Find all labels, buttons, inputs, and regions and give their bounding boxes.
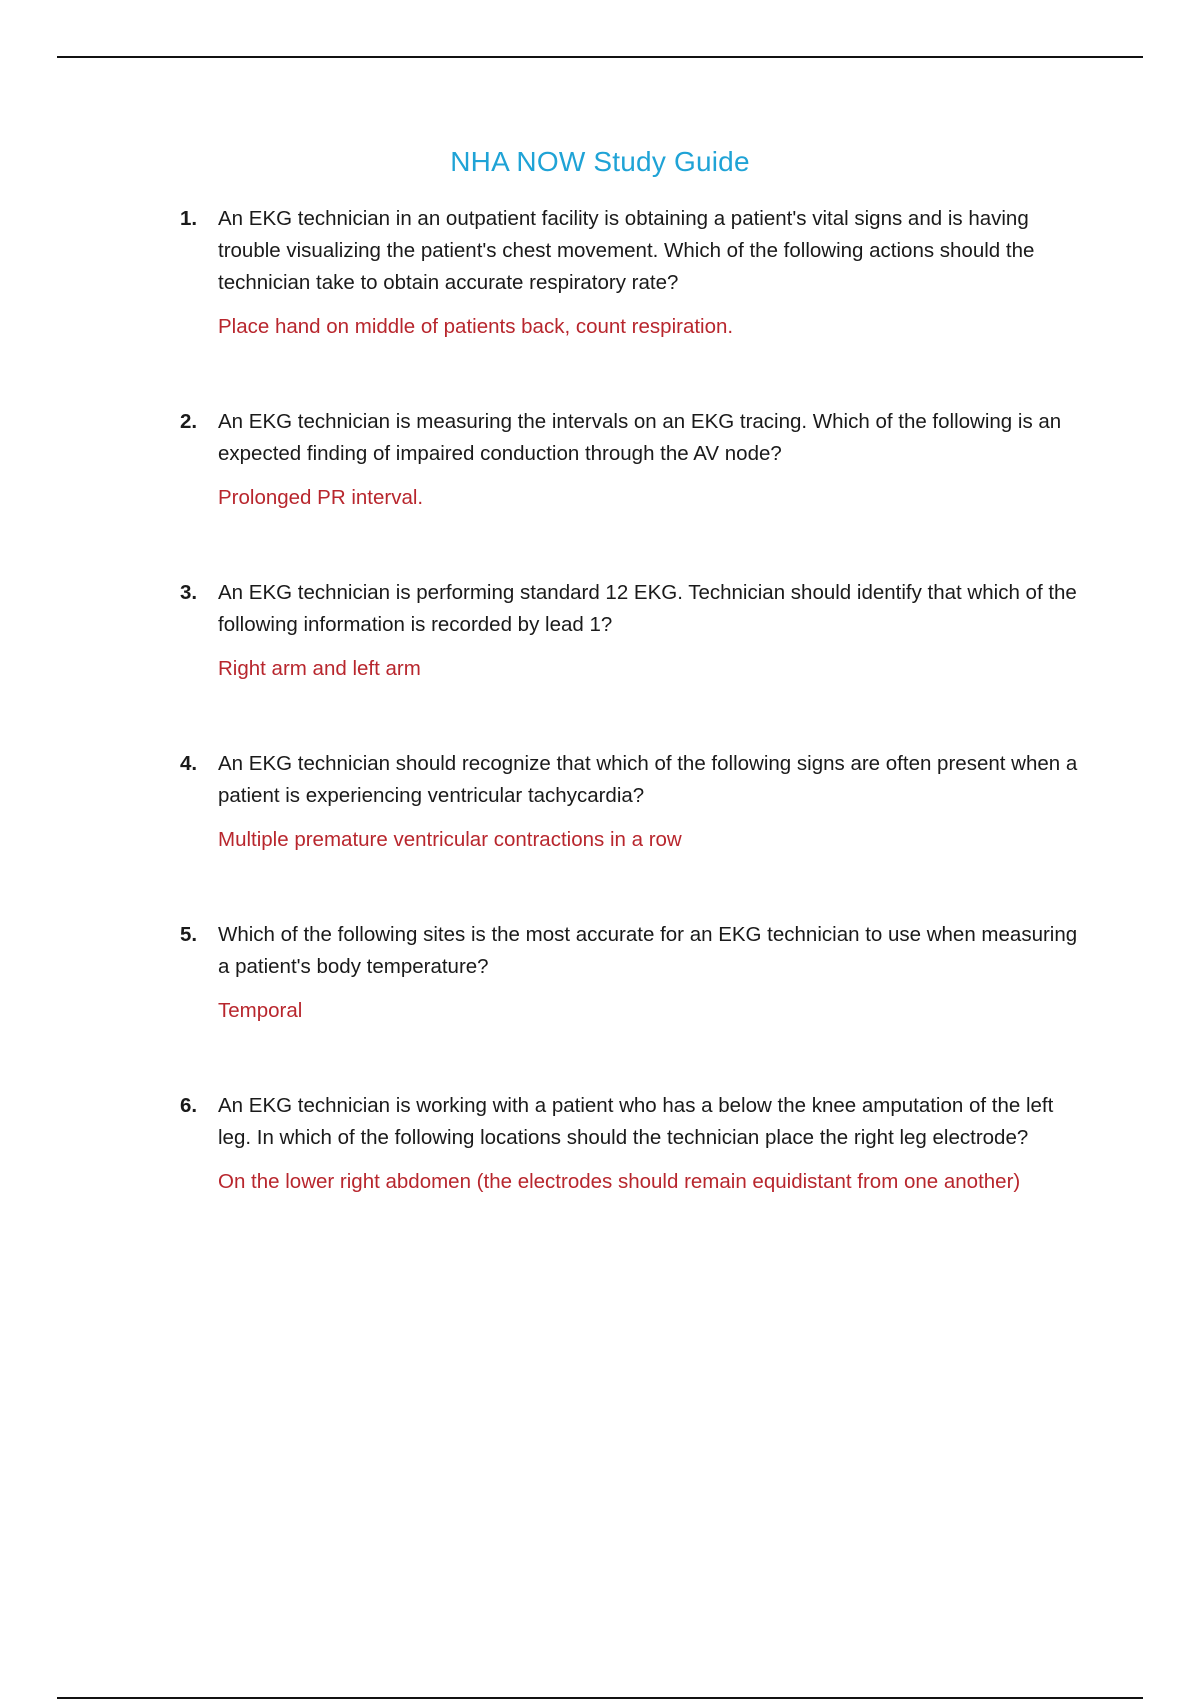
question-text: Which of the following sites is the most accurate for an EKG technician to use when measuring a patient's body temperature? [218, 923, 1078, 978]
question-item-3 [180, 577, 1090, 748]
question-item-6 [180, 1090, 1090, 1197]
answer-text: Place hand on middle of patients back, count respiration. [218, 315, 734, 338]
answer-text: Temporal [218, 999, 303, 1022]
footer-rule [57, 1697, 1143, 1699]
question-item-5 [180, 919, 1090, 1090]
question-spacer [218, 513, 1090, 577]
header-rule [57, 56, 1143, 58]
answer-text: Prolonged PR interval. [218, 486, 424, 509]
question-text: An EKG technician is working with a patient who has a below the knee amputation of the left leg. In which of the following locations should the technician place the right leg electrode? [218, 1094, 1054, 1149]
question-item-4 [180, 748, 1090, 919]
question-spacer [218, 855, 1090, 919]
question-number: 4. [180, 752, 198, 775]
answer-text: Right arm and left arm [218, 657, 421, 680]
question-number: 1. [180, 207, 198, 230]
question-text: An EKG technician in an outpatient facility is obtaining a patient's vital signs and is having trouble visualizing the patient's chest movement. Which of the following actions should the technician take to obtain accurate respiratory rate? [218, 207, 1035, 294]
question-spacer [218, 1026, 1090, 1090]
question-text: An EKG technician is performing standard 12 EKG. Technician should identify that which of the following information is recorded by lead 1? [218, 581, 1077, 636]
answer-text: On the lower right abdomen (the electrodes should remain equidistant from one another) [218, 1170, 1021, 1193]
question-number: 3. [180, 581, 198, 604]
question-text: An EKG technician should recognize that which of the following signs are often present when a patient is experiencing ventricular tachycardia? [218, 752, 1078, 807]
question-text: An EKG technician is measuring the intervals on an EKG tracing. Which of the following is an expected finding of impaired conduction through the AV node? [218, 410, 1062, 465]
question-number: 5. [180, 923, 198, 946]
page-title: NHA NOW Study Guide [450, 146, 750, 177]
question-spacer [218, 342, 1090, 406]
answer-text: Multiple premature ventricular contractions in a row [218, 828, 682, 851]
question-spacer [218, 684, 1090, 748]
question-number: 2. [180, 410, 198, 433]
question-list [180, 203, 1090, 1197]
question-item-1 [180, 203, 1090, 406]
question-item-2 [180, 406, 1090, 577]
question-number: 6. [180, 1094, 198, 1117]
